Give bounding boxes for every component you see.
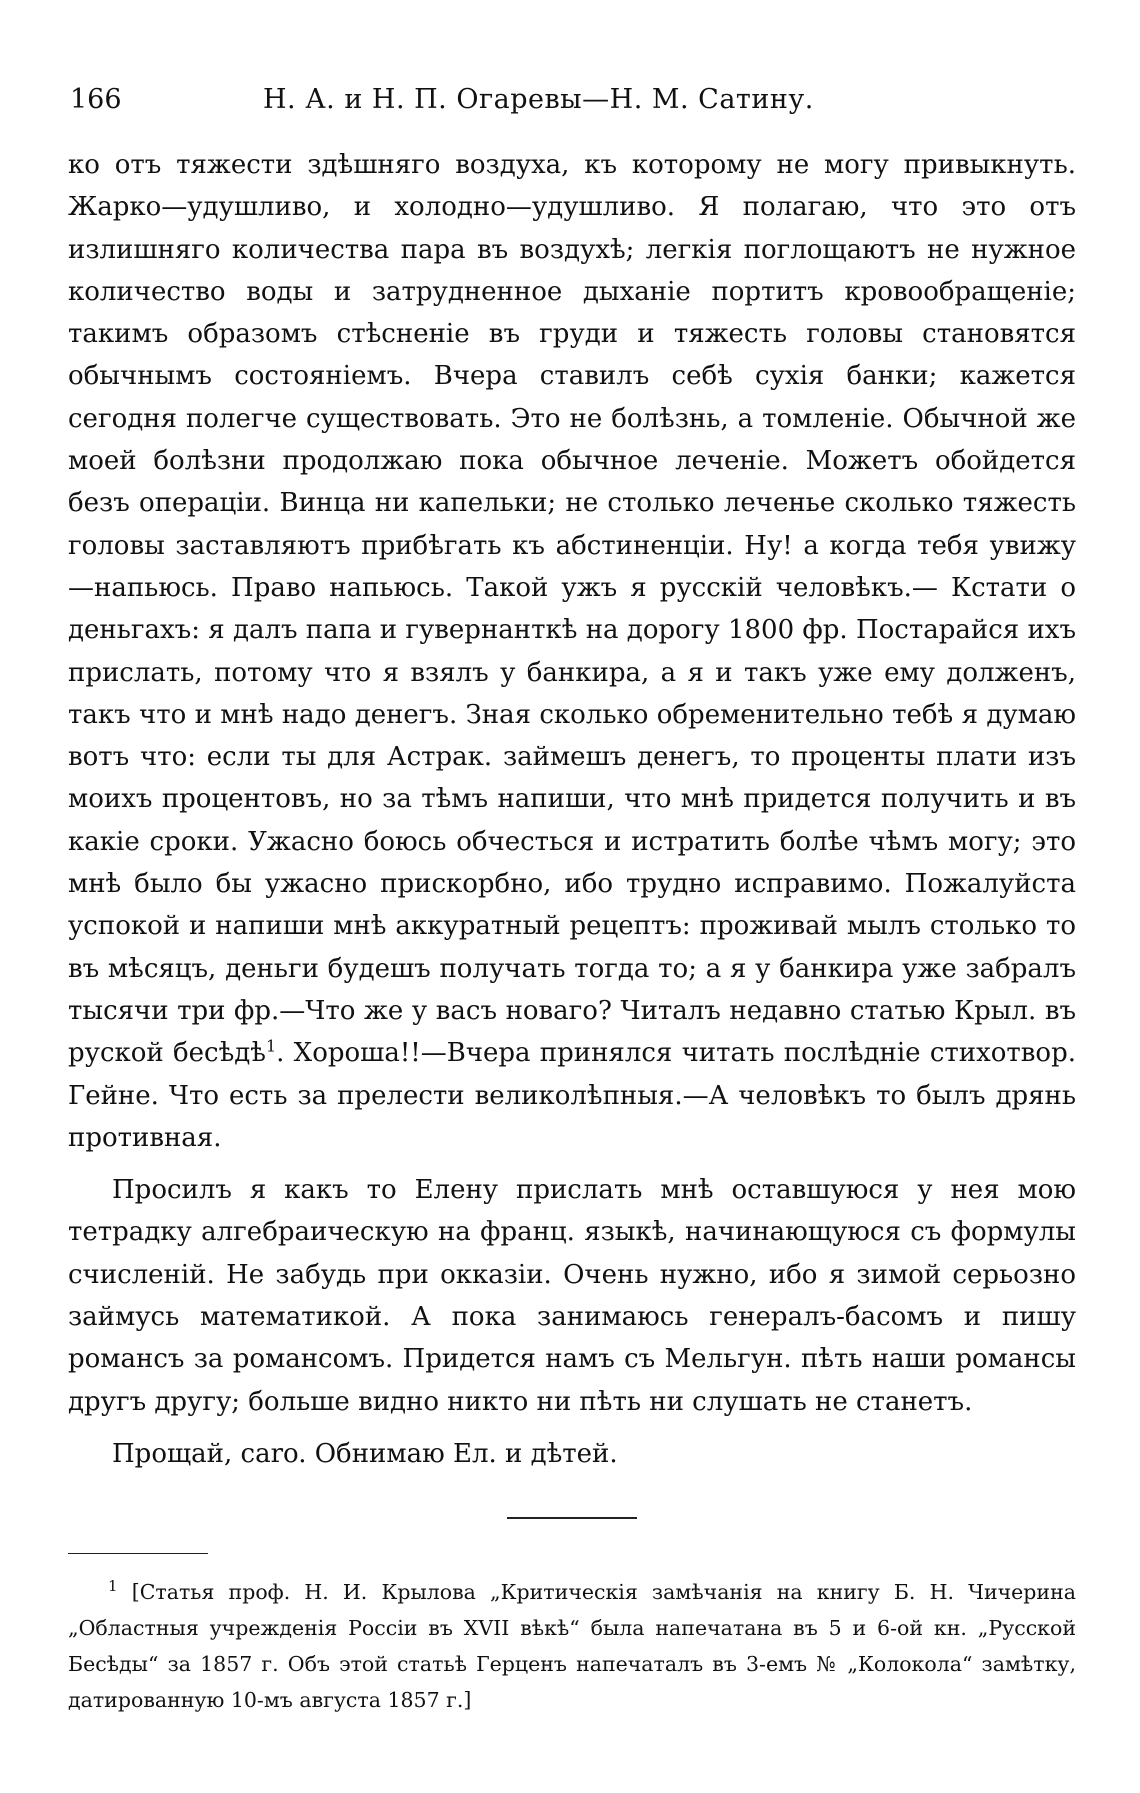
footnote-divider (68, 1553, 208, 1554)
footnote (68, 1574, 1076, 1718)
book-page (68, 74, 1076, 1718)
footnote-marker: 1 (108, 1577, 118, 1596)
paragraph-2: Просилъ я какъ то Елену прислать мнѣ оставшуюся у нея мою тетрадку алгебраическую на франц. языкѣ, начинающуюся съ формулы счисленій. Не забудь при окказіи. Очень нужно, ибо я зимой серьозно займусь математикой. А пока занимаюсь генералъ-басомъ и пишу романсъ за романсомъ. Придется намъ съ Мельгун. пѣть наши романсы другъ другу; больше видно никто ни пѣть ни слушать не станетъ. (68, 1175, 1076, 1417)
footnote-text-part-1: [Статья проф. Н. И. Крылова „Критическія замѣчанія на книгу Б. Н. Чичерина „Областныя учрежденія Россіи въ XVII вѣкѣ“ была напечатана въ 5 и 6-ой кн. „Русской Бесѣды“ за 1857 г. Объ этой статьѣ Герценъ напечаталъ въ 3-емъ (68, 1580, 1076, 1677)
paragraph-1-text: ко отъ тяжести здѣшняго воздуха, къ которому не могу привыкнуть. Жарко—удушливо, и холодно—удушливо. Я полагаю, что это отъ излишняго количества пара въ воздухѣ; легкія поглощаютъ не нужное количество воды и затрудненное дыханіе портитъ кровообращеніе; такимъ образомъ стѣсненіе въ груди и тяжесть головы становятся обычнымъ состояніемъ. Вчера ставилъ себѣ сухія банки; кажется сегодня полегче существовать. Это не болѣзнь, а томленіе. Обычной же моей болѣзни продолжаю пока обычное леченіе. Можетъ обойдется безъ операціи. Винца ни капельки; не столько леченье сколько тяжесть головы заставляютъ прибѣгать къ абстиненціи. Ну! а когда тебя увижу—напьюсь. Право напьюсь. Такой ужъ я русскій человѣкъ.— Кстати о деньгахъ: я далъ папа и гувернанткѣ на дорогу 1800 фр. Постарайся ихъ прислать, потому что я взялъ у банкира, а я и такъ уже ему долженъ, такъ что и мнѣ надо денегъ. Зная сколько обременительно тебѣ я думаю вотъ что: если ты для Астрак. займешъ денегъ, то проценты плати изъ моихъ процентовъ, но за тѣмъ напиши, что мнѣ придется получить и въ какіе сроки. Ужасно боюсь обчесться и истратить болѣе чѣмъ могу; это мнѣ было бы ужасно прискорбно, ибо трудно исправимо. Пожалуйста успокой и напиши мнѣ аккуратный рецептъ: проживай мылъ столько то въ мѣсяцъ, деньги будешъ получать тогда то; а я у банкира уже забралъ тысячи три фр.—Что же у васъ новаго? Читалъ недавно статью Крыл. въ руской бесѣдѣ (68, 150, 1076, 1069)
section-divider (507, 1517, 637, 1519)
page-number: 166 (70, 84, 122, 115)
letter-body (68, 144, 1076, 1475)
paragraph-1 (68, 144, 1076, 1159)
footnote-text-part-2: „Колокола“ замѣтку, датированную 10-мъ августа 1857 г.] (68, 1652, 1076, 1713)
footnote-reference: 1 (265, 1036, 277, 1056)
numero-sign: № (816, 1652, 839, 1677)
running-title: Н. А. и Н. П. Огаревы—Н. М. Сатину. (263, 84, 814, 115)
paragraph-1-end: . Хороша!!—Вчера принялся читать послѣдніе стихотвор. Гейне. Что есть за прелести великолѣпныя.—А человѣкъ то былъ дрянь противная. (68, 1038, 1076, 1153)
running-head (68, 74, 1076, 126)
closing-line: Прощай, caro. Обнимаю Ел. и дѣтей. (112, 1438, 618, 1469)
